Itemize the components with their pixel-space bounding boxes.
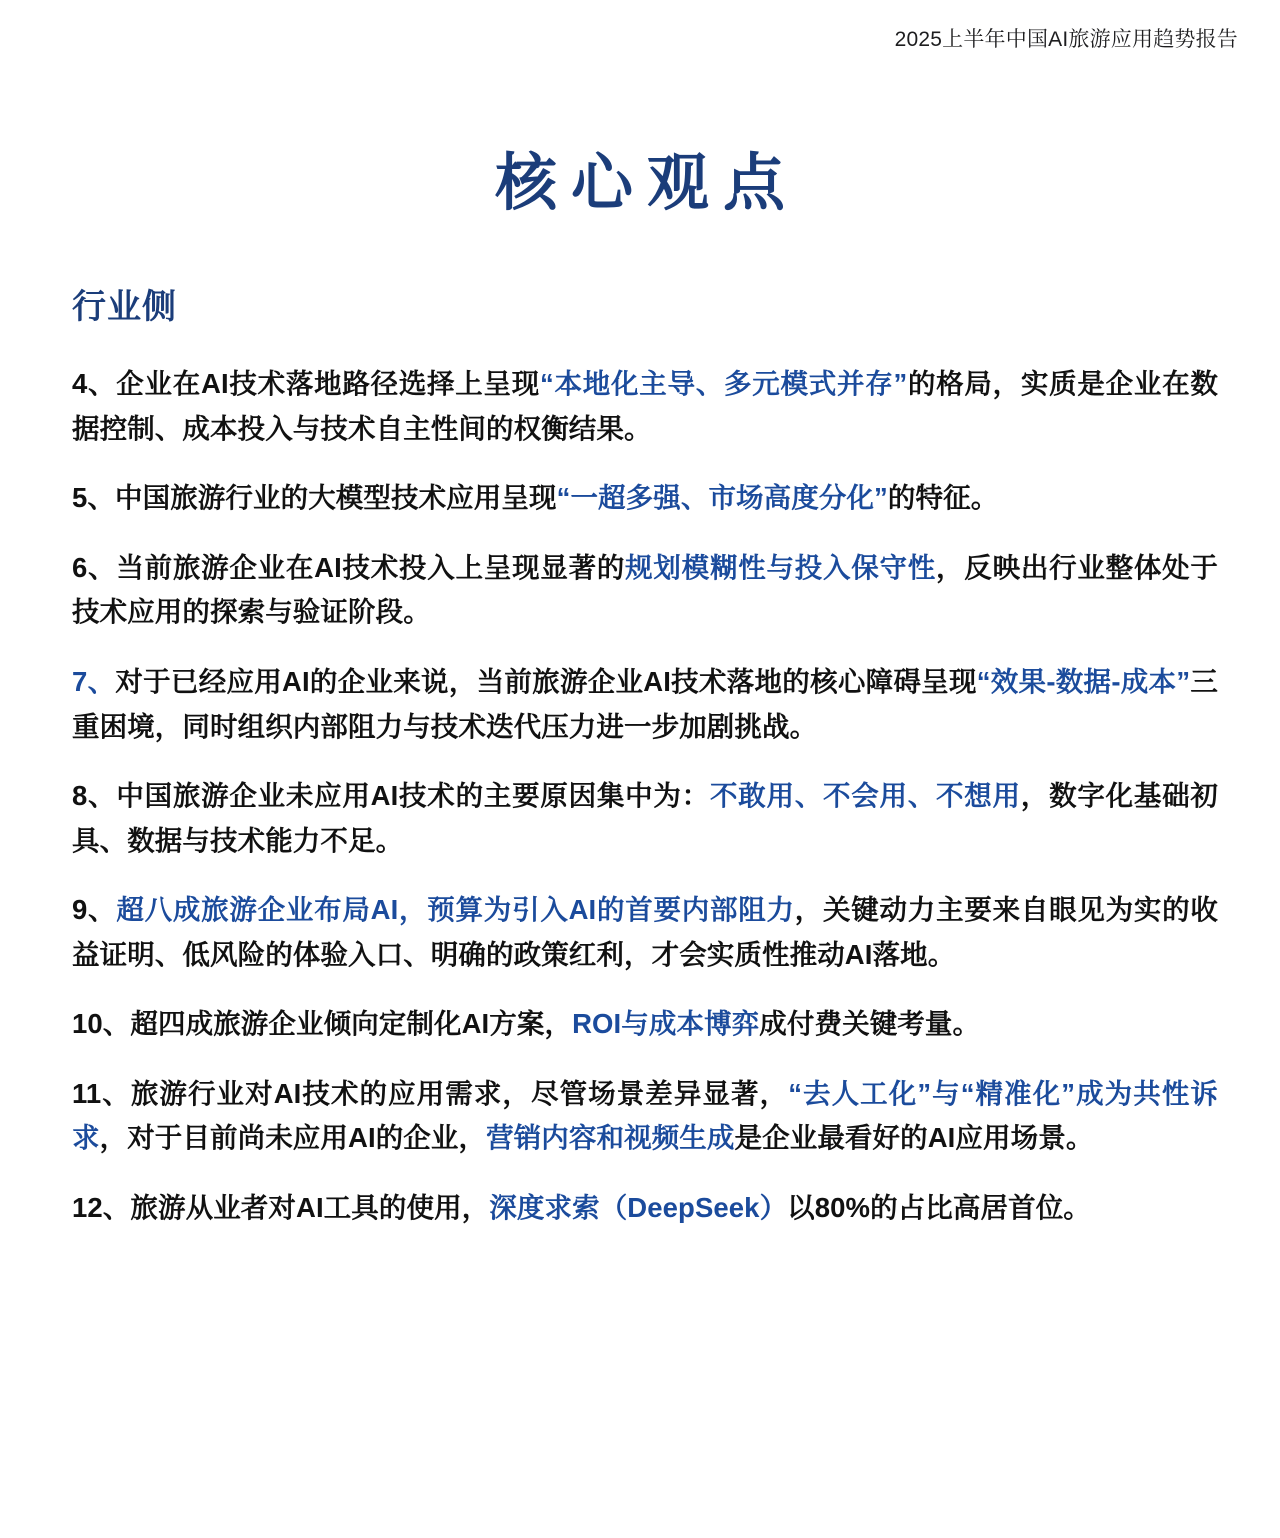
key-point-item (72, 774, 1218, 863)
key-point-text: ，对于目前尚未应用AI的企业， (99, 1122, 487, 1154)
key-point-text: 当前旅游企业在AI技术投入上呈现显著的 (116, 551, 626, 583)
key-point-highlight-text: “一超多强、市场高度分化” (556, 482, 888, 514)
key-point-item (72, 1072, 1218, 1161)
key-point-text: 旅游从业者对AI工具的使用， (130, 1191, 490, 1223)
running-header-title: 2025上半年中国AI旅游应用趋势报告 (894, 28, 1238, 51)
key-point-text: 旅游行业对AI技术的应用需求，尽管场景差异显著， (130, 1077, 789, 1109)
key-point-text: 三重困境，同时组织内部阻力与技术迭代压力进一步加剧挑战。 (72, 666, 1218, 742)
key-point-text: 的格局，实质是企业在数据控制、成本投入与技术自主性间的权衡结果。 (72, 368, 1218, 444)
key-point-number: 11、 (72, 1077, 131, 1109)
key-point-highlight-text: 规划模糊性与投入保守性 (625, 551, 937, 583)
key-point-number: 12、 (72, 1191, 131, 1223)
key-point-text: 以80%的占比高居首位。 (787, 1191, 1091, 1223)
key-point-item (72, 546, 1218, 635)
section-heading-industry: 行业侧 (72, 288, 177, 327)
key-point-text: 超四成旅游企业倾向定制化AI方案， (130, 1008, 573, 1040)
key-point-highlight-text: 深度求索（DeepSeek） (489, 1191, 788, 1223)
key-point-item (72, 476, 1218, 521)
key-point-highlight-text: 超八成旅游企业布局AI，预算为引入AI的首要内部阻力 (116, 894, 795, 926)
key-point-number: 9、 (72, 894, 117, 926)
key-point-item (72, 888, 1218, 977)
document-running-header (0, 0, 1280, 52)
key-point-item (72, 1186, 1218, 1231)
key-point-highlight-text: ROI与成本博弈 (572, 1008, 760, 1040)
key-point-text: 对于已经应用AI的企业来说，当前旅游企业AI技术落地的核心障碍呈现 (115, 666, 977, 698)
key-points-list (0, 362, 1280, 1230)
key-point-text: ，关键动力主要来自眼见为实的收益证明、低风险的体验入口、明确的政策红利，才会实质性推动AI落地。 (72, 894, 1219, 970)
key-point-highlight-text: “本地化主导、多元模式并存” (540, 368, 908, 400)
key-point-number: 4、 (72, 368, 117, 400)
key-point-text: 中国旅游企业未应用AI技术的主要原因集中为： (116, 780, 710, 812)
key-point-highlight-text: “效果-数据-成本” (976, 666, 1191, 698)
key-point-highlight-text: 营销内容和视频生成 (486, 1122, 735, 1154)
key-point-item (72, 1002, 1218, 1047)
key-point-text: ，数字化基础初具、数据与技术能力不足。 (72, 780, 1219, 856)
key-point-text: 的特征。 (887, 482, 999, 514)
key-point-number: 8、 (72, 780, 117, 812)
key-point-text: 企业在AI技术落地路径选择上呈现 (116, 368, 541, 400)
key-point-highlight-text: “去人工化”与“精准化”成为共性诉求 (72, 1077, 1219, 1154)
key-point-number: 10、 (72, 1008, 131, 1040)
key-point-item (72, 362, 1218, 451)
key-point-text: ，反映出行业整体处于技术应用的探索与验证阶段。 (72, 551, 1219, 628)
key-point-number: 7、 (72, 666, 116, 698)
page-title: 核心观点 (494, 149, 799, 219)
key-point-number: 6、 (72, 551, 117, 583)
key-point-text: 中国旅游行业的大模型技术应用呈现 (115, 482, 557, 514)
key-point-item (72, 660, 1218, 749)
key-point-highlight-text: 不敢用、不会用、不想用 (709, 780, 1021, 812)
key-point-text: 成付费关键考量。 (759, 1008, 981, 1040)
key-point-text: 是企业最看好的AI应用场景。 (734, 1122, 1094, 1154)
key-point-number: 5、 (72, 482, 115, 514)
